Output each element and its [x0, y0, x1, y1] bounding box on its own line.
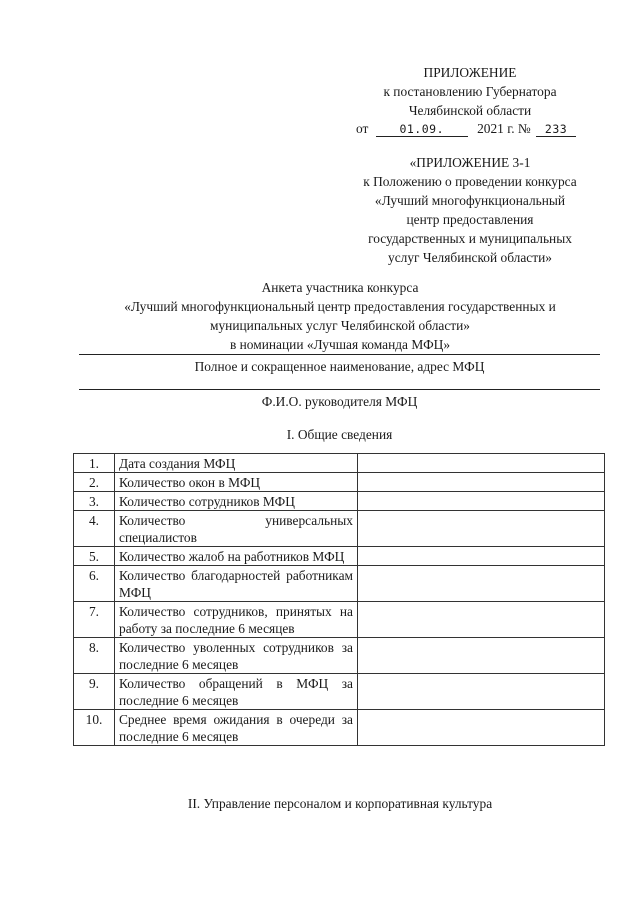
row-value-cell[interactable]	[358, 674, 605, 710]
row-value-cell[interactable]	[358, 473, 605, 492]
table-row	[74, 454, 605, 473]
date-prefix: от	[356, 121, 369, 136]
row-value-cell[interactable]	[358, 638, 605, 674]
name-address-caption: Полное и сокращенное наименование, адрес МФЦ	[194, 359, 485, 374]
table-row	[74, 492, 605, 511]
row-number: 6.	[74, 566, 115, 602]
row-number: 8.	[74, 638, 115, 674]
row-number: 2.	[74, 473, 115, 492]
row-value-cell[interactable]	[358, 492, 605, 511]
form-title-line: муниципальных услуг Челябинской области»	[210, 318, 470, 333]
year-text: 2021 г. №	[477, 121, 531, 136]
row-label: Количество жалоб на работников МФЦ	[115, 547, 358, 566]
row-label: Среднее время ожидания в очереди за последние 6 месяцев	[115, 710, 358, 746]
appendix-sub-line: «Лучший многофункциональный	[374, 193, 566, 208]
appendix-sub-line: услуг Челябинской области»	[388, 250, 552, 265]
form-title-line: Анкета участника конкурса	[261, 280, 419, 295]
date-value: 01.09.	[376, 122, 468, 137]
row-label: Количество сотрудников, принятых на работу за последние 6 месяцев	[115, 602, 358, 638]
row-label: Количество универсальных специалистов	[115, 511, 358, 547]
appendix-sub-line: государственных и муниципальных	[368, 231, 572, 246]
row-label: Количество уволенных сотрудников за последние 6 месяцев	[115, 638, 358, 674]
appendix-sub-title: «ПРИЛОЖЕНИЕ 3-1	[409, 155, 531, 170]
row-number: 1.	[74, 454, 115, 473]
table-row	[74, 566, 605, 602]
head-name-field-line[interactable]	[79, 389, 600, 390]
table-row	[74, 638, 605, 674]
row-label: Количество благодарностей работникам МФЦ	[115, 566, 358, 602]
appendix-sub-line: к Положению о проведении конкурса	[363, 174, 577, 189]
row-label: Количество окон в МФЦ	[115, 473, 358, 492]
row-value-cell[interactable]	[358, 566, 605, 602]
name-address-field-line[interactable]	[79, 354, 600, 355]
section-2-title: II. Управление персоналом и корпоративная культура	[187, 796, 493, 811]
decree-number: 233	[536, 122, 576, 137]
table-row	[74, 710, 605, 746]
appendix-date-line	[356, 120, 576, 138]
general-info-table	[73, 453, 605, 746]
row-number: 5.	[74, 547, 115, 566]
row-label: Количество обращений в МФЦ за последние 6 месяцев	[115, 674, 358, 710]
table-row	[74, 602, 605, 638]
row-number: 7.	[74, 602, 115, 638]
row-value-cell[interactable]	[358, 710, 605, 746]
head-name-caption: Ф.И.О. руководителя МФЦ	[261, 394, 418, 409]
form-title-line: «Лучший многофункциональный центр предоставления государственных и	[124, 299, 556, 314]
table-row	[74, 547, 605, 566]
table-row	[74, 473, 605, 492]
row-value-cell[interactable]	[358, 547, 605, 566]
row-value-cell[interactable]	[358, 602, 605, 638]
table-row	[74, 511, 605, 547]
row-label: Количество сотрудников МФЦ	[115, 492, 358, 511]
appendix-line-2: Челябинской области	[408, 103, 532, 118]
appendix-title: ПРИЛОЖЕНИЕ	[423, 65, 517, 80]
section-1-title: I. Общие сведения	[286, 427, 393, 442]
row-number: 4.	[74, 511, 115, 547]
form-title-line: в номинации «Лучшая команда МФЦ»	[229, 337, 451, 352]
appendix-line-1: к постановлению Губернатора	[383, 84, 557, 99]
row-value-cell[interactable]	[358, 511, 605, 547]
appendix-sub-line: центр предоставления	[406, 212, 534, 227]
row-label: Дата создания МФЦ	[115, 454, 358, 473]
row-value-cell[interactable]	[358, 454, 605, 473]
table-row	[74, 674, 605, 710]
row-number: 10.	[74, 710, 115, 746]
row-number: 9.	[74, 674, 115, 710]
row-number: 3.	[74, 492, 115, 511]
